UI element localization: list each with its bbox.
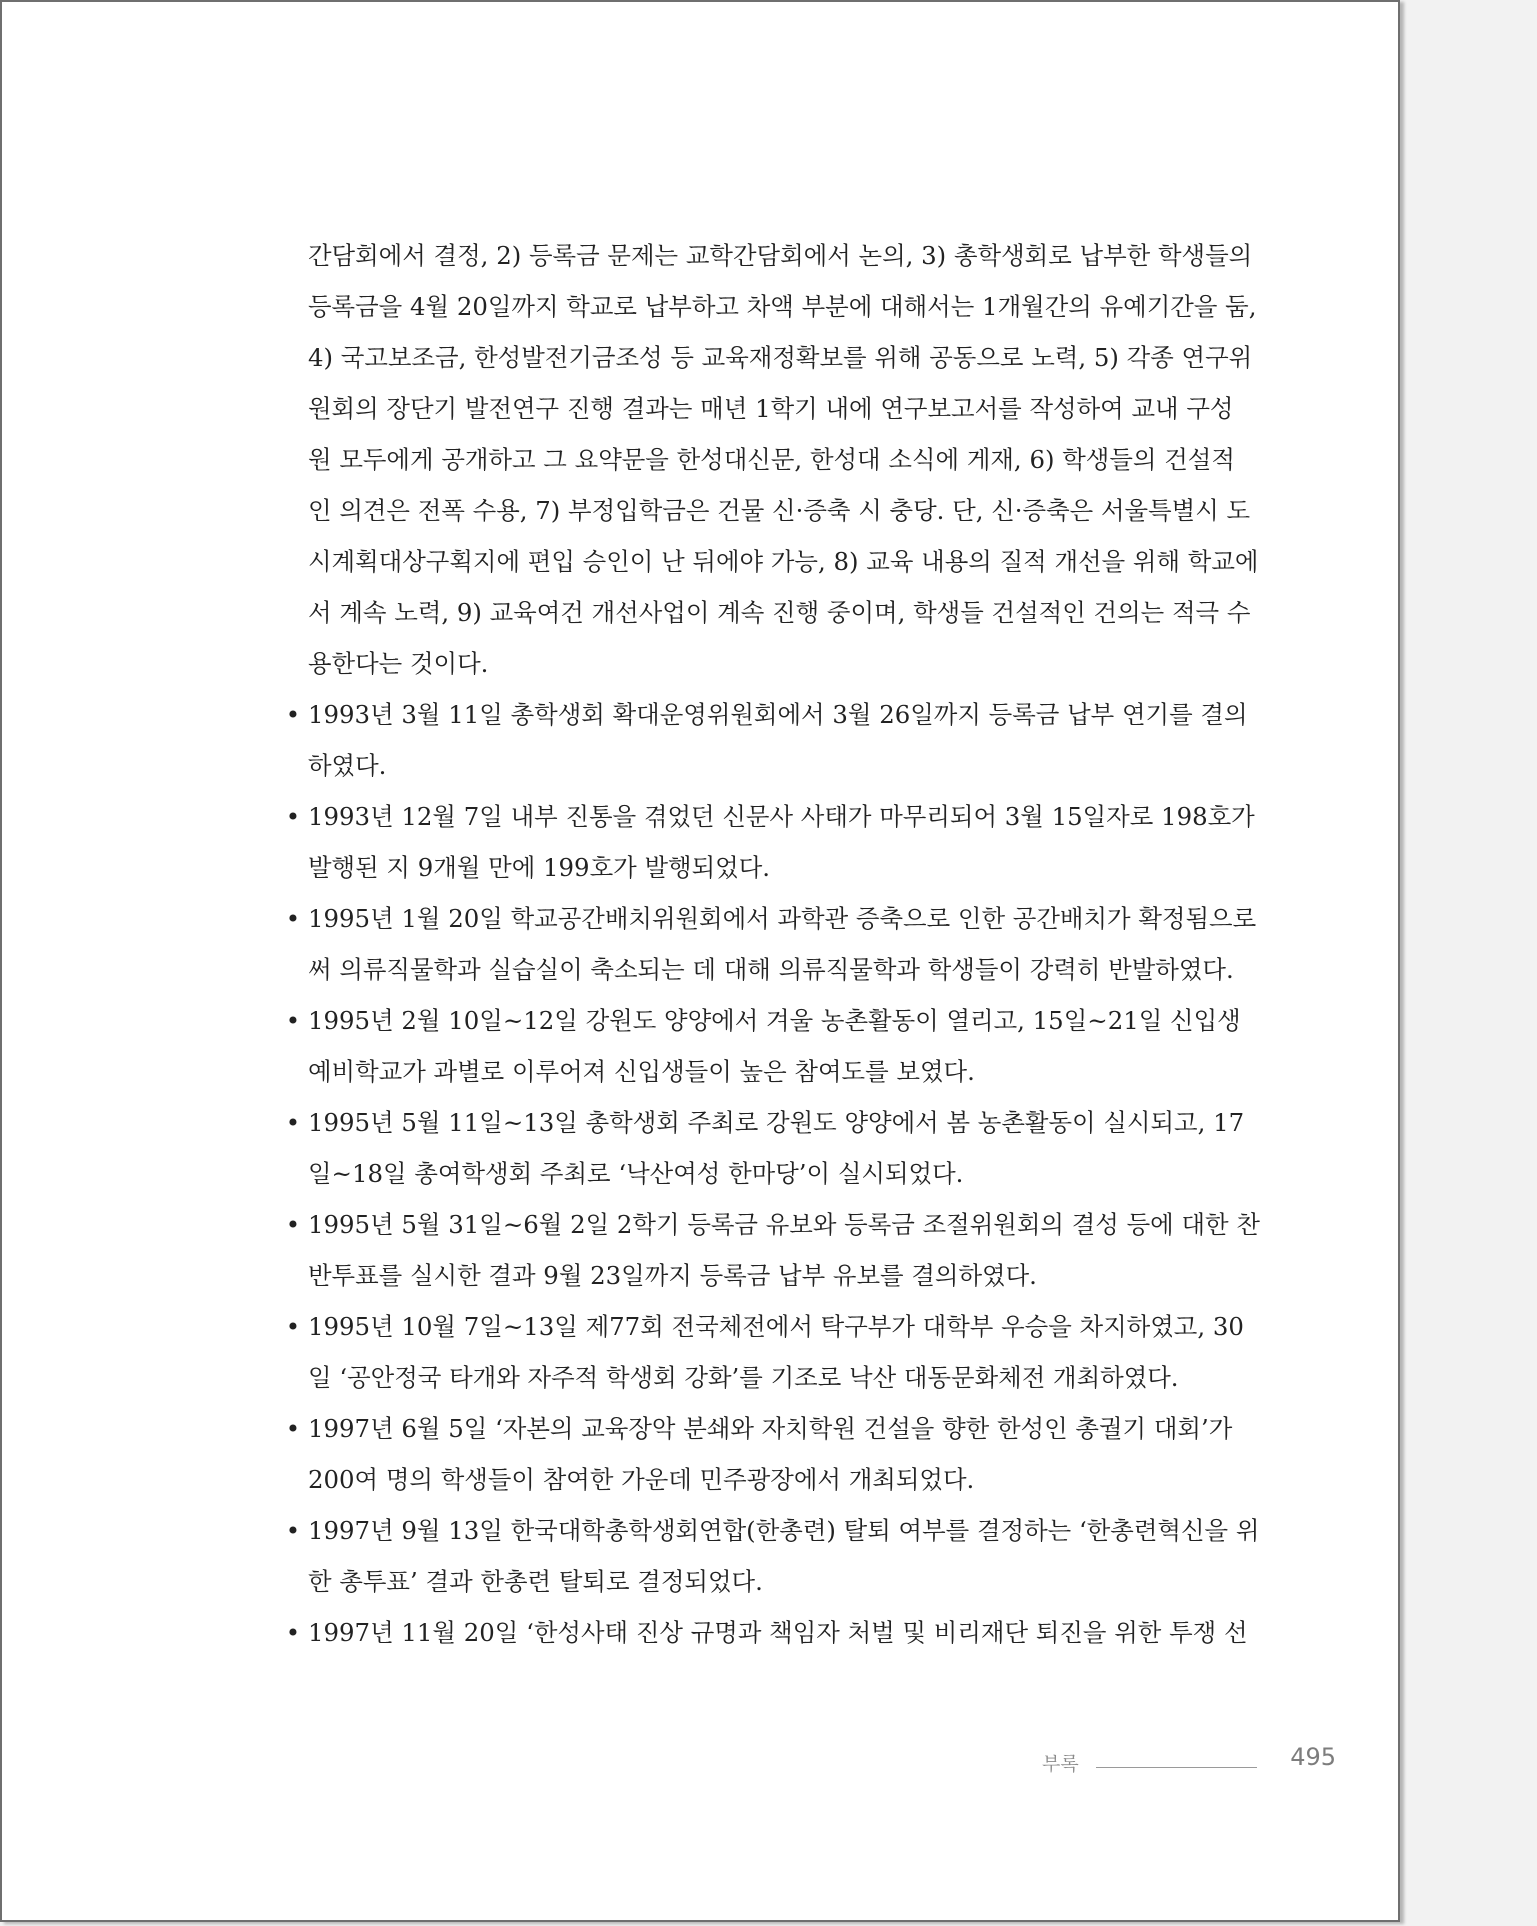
list-item [285, 689, 1248, 791]
page-footer [1042, 1743, 1336, 1783]
list-item [285, 1403, 1233, 1505]
text-line: 한 총투표’ 결과 한총련 탈퇴로 결정되었다. [308, 1567, 763, 1596]
text-line: 1993년 3월 11일 총학생회 확대운영위원회에서 3월 26일까지 등록금 납부 연기를 결의 [308, 700, 1248, 729]
text-line: 1993년 12월 7일 내부 진통을 겪었던 신문사 사태가 마무리되어 3월 15일자로 198호가 [308, 802, 1255, 831]
text-line: 인 의견은 전폭 수용, 7) 부정입학금은 건물 신·증축 시 충당. 단, 신·증축은 서울특별시 도 [308, 496, 1251, 525]
bullet-icon: • [285, 700, 301, 729]
text-line: 시계획대상구획지에 편입 승인이 난 뒤에야 가능, 8) 교육 내용의 질적 개선을 위해 학교에 [308, 547, 1259, 576]
bullet-icon: • [285, 1618, 301, 1647]
text-line: 반투표를 실시한 결과 9월 23일까지 등록금 납부 유보를 결의하였다. [308, 1261, 1037, 1290]
page-body [285, 230, 1260, 1658]
intro-paragraph [308, 230, 1259, 689]
text-line: 간담회에서 결정, 2) 등록금 문제는 교학간담회에서 논의, 3) 총학생회로 납부한 학생들의 [308, 241, 1253, 270]
text-line: 써 의류직물학과 실습실이 축소되는 데 대해 의류직물학과 학생들이 강력히 반발하였다. [308, 955, 1234, 984]
list-item [285, 1199, 1260, 1301]
text-line: 1997년 9월 13일 한국대학총학생회연합(한총련) 탈퇴 여부를 결정하는 ‘한총련혁신을 위 [308, 1516, 1260, 1545]
text-line: 200여 명의 학생들이 참여한 가운데 민주광장에서 개최되었다. [308, 1465, 975, 1494]
text-line: 원회의 장단기 발전연구 진행 결과는 매년 1학기 내에 연구보고서를 작성하여 교내 구성 [308, 394, 1234, 423]
page-number: 495 [1290, 1743, 1336, 1771]
text-line: 1995년 2월 10일~12일 강원도 양양에서 겨울 농촌활동이 열리고, 15일~21일 신입생 [308, 1006, 1241, 1035]
bullet-icon: • [285, 1516, 301, 1545]
text-line: 예비학교가 과별로 이루어져 신입생들이 높은 참여도를 보였다. [308, 1057, 975, 1086]
bullet-icon: • [285, 802, 301, 831]
bullet-icon: • [285, 1108, 301, 1137]
list-item [285, 1097, 1245, 1199]
text-line: 발행된 지 9개월 만에 199호가 발행되었다. [308, 853, 771, 882]
list-item [285, 1607, 1248, 1658]
text-line: 등록금을 4월 20일까지 학교로 납부하고 차액 부분에 대해서는 1개월간의 유예기간을 둠, [308, 292, 1257, 321]
bullet-icon: • [285, 1006, 301, 1035]
text-line: 1997년 6월 5일 ‘자본의 교육장악 분쇄와 자치학원 건설을 향한 한성인 총궐기 대회’가 [308, 1414, 1233, 1443]
text-line: 하였다. [308, 751, 387, 780]
footer-divider [1096, 1767, 1257, 1768]
text-line: 1995년 5월 31일~6월 2일 2학기 등록금 유보와 등록금 조절위원회의 결성 등에 대한 찬 [308, 1210, 1260, 1239]
text-line: 원 모두에게 공개하고 그 요약문을 한성대신문, 한성대 소식에 게재, 6) 학생들의 건설적 [308, 445, 1235, 474]
text-line: 1995년 10월 7일~13일 제77회 전국체전에서 탁구부가 대학부 우승을 차지하였고, 30 [308, 1312, 1244, 1341]
bullet-icon: • [285, 1312, 301, 1341]
list-item [285, 1301, 1244, 1403]
text-line: 일 ‘공안정국 타개와 자주적 학생회 강화’를 기조로 낙산 대동문화체전 개최하였다. [308, 1363, 1179, 1392]
bullet-icon: • [285, 904, 301, 933]
text-line: 용한다는 것이다. [308, 649, 489, 678]
list-item [285, 995, 1241, 1097]
text-line: 서 계속 노력, 9) 교육여건 개선사업이 계속 진행 중이며, 학생들 건설적인 건의는 적극 수 [308, 598, 1251, 627]
list-item [285, 791, 1255, 893]
list-item [285, 1505, 1260, 1607]
list-item [285, 893, 1257, 995]
bullet-icon: • [285, 1210, 301, 1239]
text-line: 1995년 5월 11일~13일 총학생회 주최로 강원도 양양에서 봄 농촌활동이 실시되고, 17 [308, 1108, 1245, 1137]
text-line: 1995년 1월 20일 학교공간배치위원회에서 과학관 증축으로 인한 공간배치가 확정됨으로 [308, 904, 1257, 933]
footer-section-label: 부록 [1042, 1753, 1079, 1775]
text-line: 4) 국고보조금, 한성발전기금조성 등 교육재정확보를 위해 공동으로 노력, 5) 각종 연구위 [308, 343, 1253, 372]
bullet-icon: • [285, 1414, 301, 1443]
text-line: 일~18일 총여학생회 주최로 ‘낙산여성 한마당’이 실시되었다. [308, 1159, 964, 1188]
text-line: 1997년 11월 20일 ‘한성사태 진상 규명과 책임자 처벌 및 비리재단 퇴진을 위한 투쟁 선 [308, 1618, 1248, 1647]
